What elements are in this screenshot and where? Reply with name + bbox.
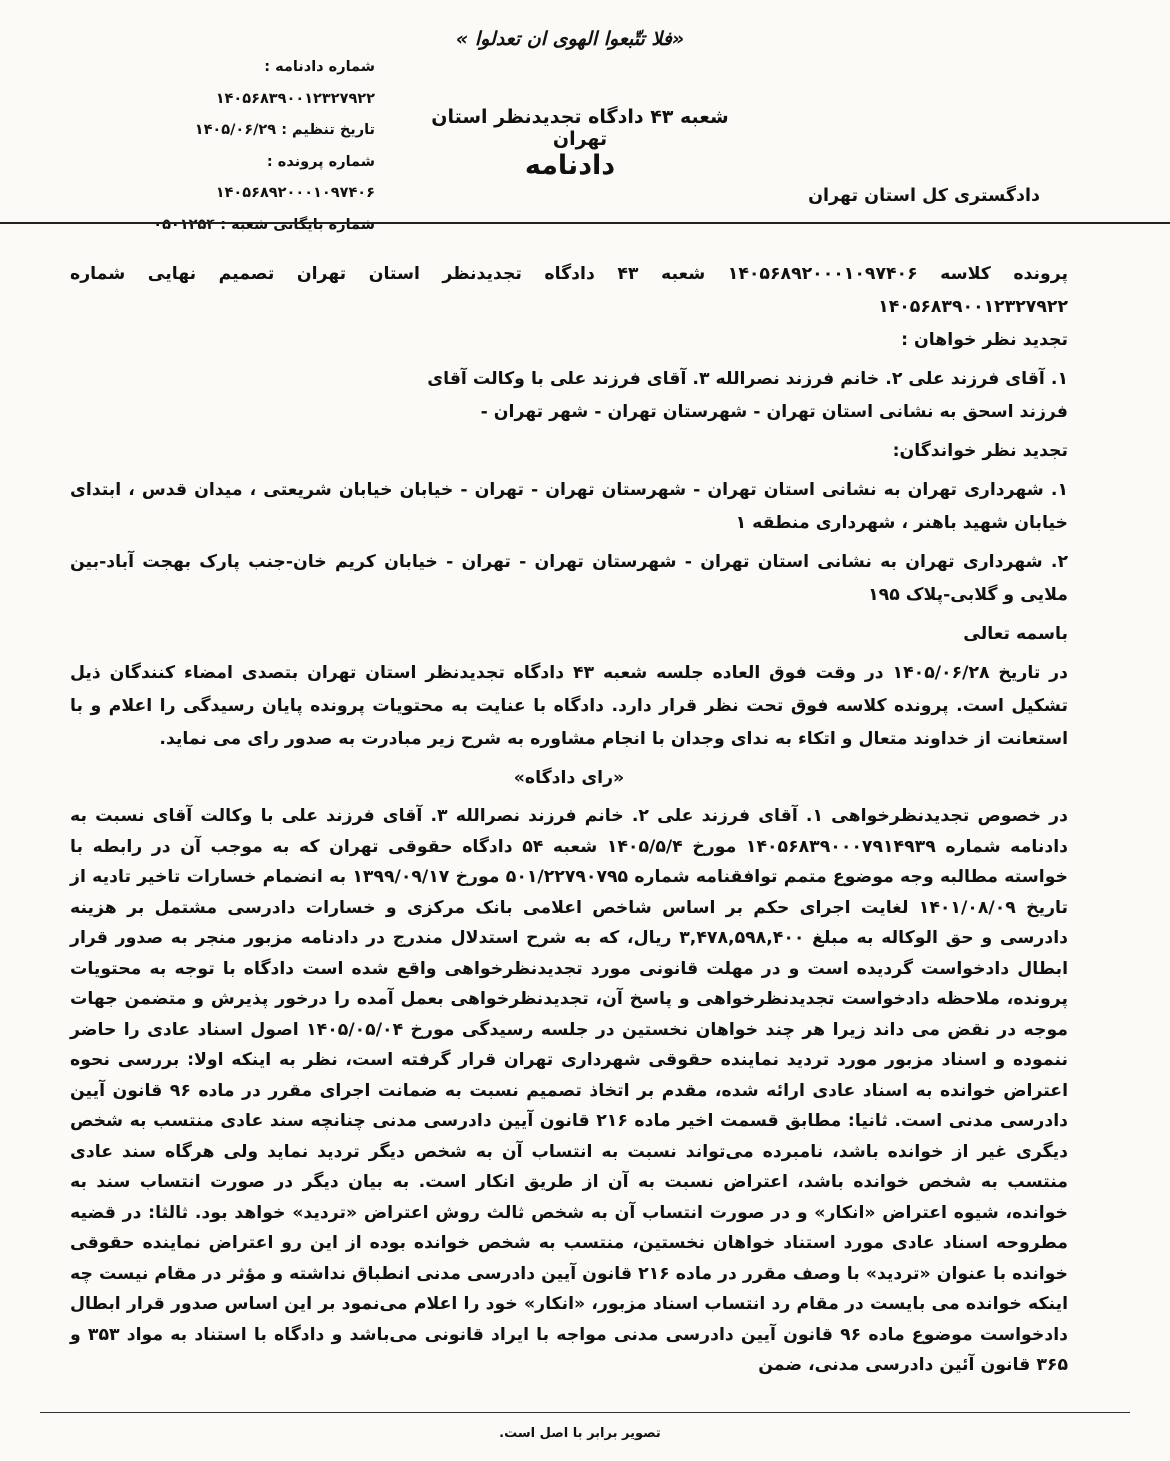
respondent-2: ۲. شهرداری تهران به نشانی استان تهران - شهرستان تهران - تهران - خیابان کریم خان-جنب پارک بهجت آباد-بین ملایی و گلابی-پلاک ۱۹۵	[70, 552, 1068, 605]
session-paragraph: در تاریخ ۱۴۰۵/۰۶/۲۸ در وقت فوق العاده جلسه شعبه ۴۳ دادگاه تجدیدنظر استان تهران بتصدی امضاء کنندگان ذیل تشکیل است. پرونده کلاسه فوق تحت نظر قرار دارد. دادگاه با عنایت به محتویات پرونده پایان رسیدگی را اعلام و با استعانت از خداوند متعال و اتکاء به ندای وجدان با انجام مشاوره به شرح زیر مبادرت به صدور رای می نماید.	[70, 663, 1068, 749]
respondents-heading: تجدید نظر خواندگان:	[892, 441, 1068, 461]
verdict-heading: «رای دادگاه»	[513, 768, 625, 788]
appellants-heading: تجدید نظر خواهان :	[901, 330, 1068, 350]
footer-divider	[40, 1412, 1130, 1413]
document-body	[70, 258, 1068, 1381]
document-title: دادنامه	[524, 150, 616, 181]
bismillah: باسمه تعالی	[963, 624, 1068, 644]
case-number: شماره پرونده : ۱۴۰۵۶۸۹۲۰۰۰۱۰۹۷۴۰۶	[215, 153, 375, 201]
court-branch: شعبه ۴۳ دادگاه تجدیدنظر استان تهران	[431, 106, 729, 150]
case-metadata	[110, 52, 375, 241]
issue-date: تاریخ تنظیم : ۱۴۰۵/۰۶/۲۹	[194, 122, 375, 138]
verdict-number: شماره دادنامه : ۱۴۰۵۶۸۳۹۰۰۱۲۳۲۷۹۲۲	[215, 59, 375, 107]
quran-verse: «فلا تتّبعوا الهوی ان تعدلوا »	[455, 28, 685, 50]
respondent-1: ۱. شهرداری تهران به نشانی استان تهران - شهرستان تهران - تهران - خیابان خیابان شریعتی ، میدان قدس ، ابتدای خیابان شهید باهنر ، شهرداری منطقه ۱	[70, 480, 1068, 533]
archive-number: شماره بایگانی شعبه : ۰۵۰۱۲۵۴	[153, 216, 375, 233]
appellants-line: ۱. آقای فرزند علی ۲. خانم فرزند نصرالله ۳. آقای فرزند علی با وکالت آقای	[427, 369, 1068, 389]
verdict-paragraph: در خصوص تجدیدنظرخواهی ۱. آقای فرزند علی ۲. خانم فرزند نصرالله ۳. آقای فرزند علی با وکالت آقای نسبت به دادنامه شماره ۱۴۰۵۶۸۳۹۰۰۰۷۹۱۴۹۳۹ مورخ ۱۴۰۵/۵/۴ شعبه ۵۴ دادگاه حقوقی تهران که به موجب آن در رابطه با خواسته مطالبه وجه موضوع متمم توافقنامه شماره ۵۰۱/۲۲۷۹۰۷۹۵ مورخ ۱۳۹۹/۰۹/۱۷ به انضمام خسارات تاخیر تادیه از تاریخ ۱۴۰۱/۰۸/۰۹ لغایت اجرای حکم بر اساس شاخص اعلامی بانک مرکزی و خسارات دادرسی مشتمل بر هزینه دادرسی و حق الوکاله به مبلغ ۳,۴۷۸,۵۹۸,۴۰۰ ریال، که به شرح استدلال مندرج در دادنامه مزبور منجر به صدور قرار ابطال دادخواست گردیده است و در مهلت قانونی مورد تجدیدنظرخواهی واقع شده است دادگاه با توجه به محتویات پرونده، ملاحظه دادخواست تجدیدنظرخواهی و پاسخ آن، تجدیدنظرخواهی بعمل آمده را درخور پذیرش و متضمن جهات موجه در نقض می داند زیرا هر چند خواهان نخستین در جلسه رسیدگی مورخ ۱۴۰۵/۰۵/۰۴ اصول اسناد عادی را حاضر ننموده و اسناد مزبور مورد تردید نماینده حقوقی شهرداری تهران قرار گرفته است، نظر به اینکه اولا: بررسی نحوه اعتراض خوانده به اسناد عادی ارائه شده، مقدم بر اتخاذ تصمیم نسبت به ضمانت اجرای مقرر در ماده ۹۶ قانون آیین دادرسی مدنی است. ثانیا: مطابق قسمت اخیر ماده ۲۱۶ قانون آیین دادرسی مدنی چنانچه سند عادی منتسب به شخص دیگری غیر از خوانده باشد، نامبرده می‌تواند نسبت به انتساب آن به شخص دیگر تردید نماید ولی هرگاه سند عادی منتسب به شخص خوانده باشد، اعتراض نسبت به آن از طریق انکار است. به بیان دیگر در صورت انتساب سند به خوانده، شیوه اعتراض «انکار» و در صورت انتساب آن به شخص ثالث روش اعتراض «تردید» خواهد بود. ثالثا: در قضیه مطروحه اسناد عادی مورد استناد خواهان نخستین، منتسب به شخص خوانده بوده از این رو اعتراض نماینده حقوقی خوانده با عنوان «تردید» با وصف مقرر در ماده ۲۱۶ قانون آیین دادرسی مدنی انطباق نداشته و مؤثر در مقام نیست چه اینکه خوانده می بایست در مقام رد انتساب اسناد مزبور، «انکار» خود را اعلام می‌نمود بر این اساس صدور قرار ابطال دادخواست موضوع ماده ۹۶ قانون آیین دادرسی مدنی مواجه با ایراد قانونی می‌باشد و دادگاه با استناد به مواد ۳۵۳ و ۳۶۵ قانون آئین دادرسی مدنی، ضمن	[70, 806, 1069, 1375]
header-divider	[0, 222, 1170, 224]
justice-department: دادگستری کل استان تهران	[808, 186, 1040, 206]
appellants-address: فرزند اسحق به نشانی استان تهران - شهرستان تهران - شهر تهران -	[480, 402, 1068, 422]
case-line: پرونده کلاسه ۱۴۰۵۶۸۹۲۰۰۰۱۰۹۷۴۰۶ شعبه ۴۳ دادگاه تجدیدنظر استان تهران تصمیم نهایی شماره ۱۴۰۵۶۸۳۹۰۰۱۲۳۲۷۹۲۲	[70, 264, 1068, 317]
certification-note: تصویر برابر با اصل است.	[499, 1426, 661, 1441]
